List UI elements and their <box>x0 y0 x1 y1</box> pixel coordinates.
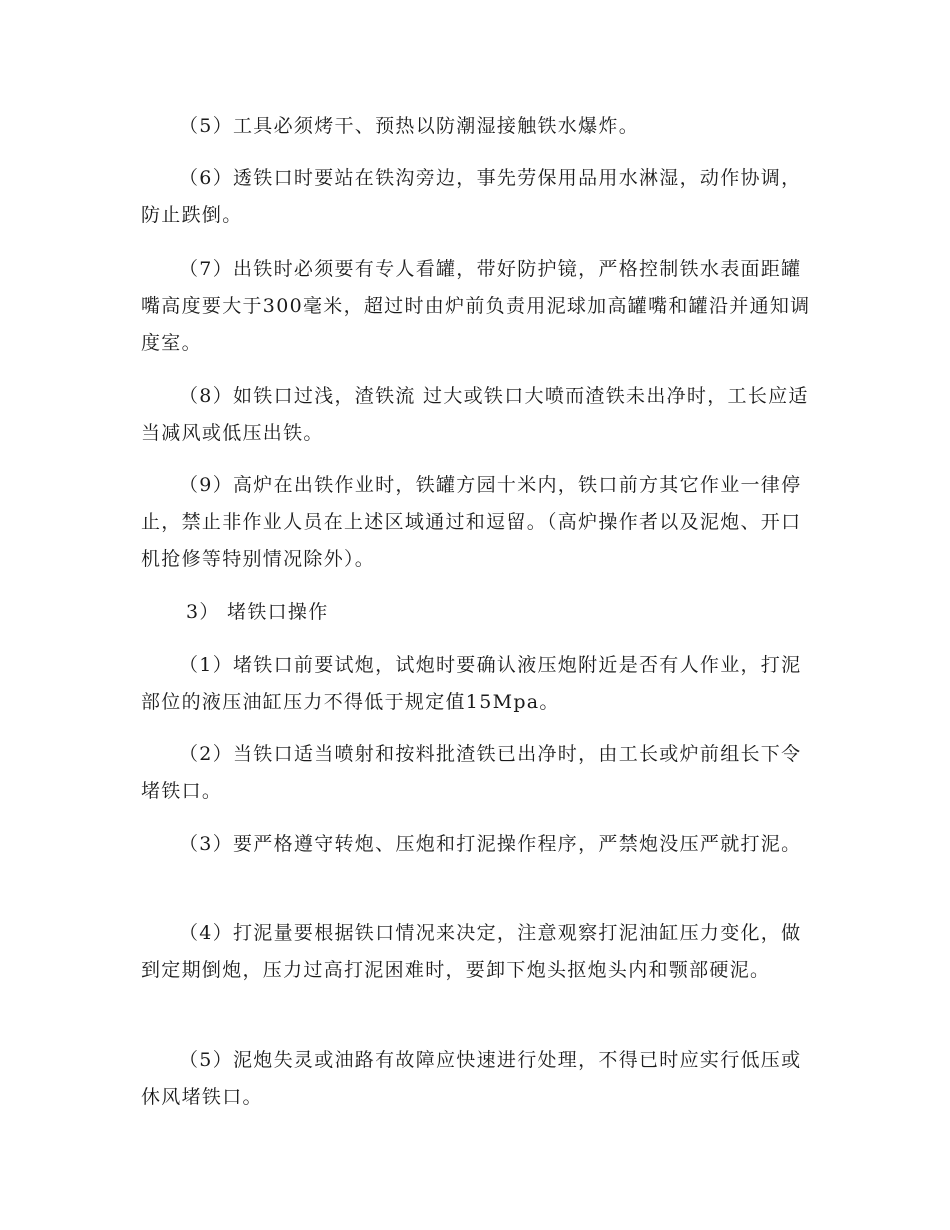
paragraph-casting-safety-zone: （9）高炉在出铁作业时，铁罐方园十米内，铁口前方其它作业一律停止，禁止非作业人员在上述区域通过和逗留。（高炉操作者以及泥炮、开口机抢修等特别情况除外）。 <box>141 474 802 570</box>
section-heading-plugging: 3） 堵铁口操作 <box>186 601 329 623</box>
paragraph-tap-hole-opening: （6）透铁口时要站在铁沟旁边，事先劳保用品用水淋湿，动作协调，防止跌倒。 <box>141 167 802 226</box>
paragraph-shallow-tap-hole: （8）如铁口过浅，渣铁流 过大或铁口大喷而渣铁未出净时，工长应适当减风或低压出铁。 <box>141 385 809 444</box>
paragraph-mud-quantity: （4）打泥量要根据铁口情况来决定，注意观察打泥油缸压力变化，做到定期倒炮，压力过高打泥困难时，要卸下炮头抠炮头内和颚部硬泥。 <box>141 922 802 981</box>
paragraph-operation-sequence: （3）要严格遵守转炮、压炮和打泥操作程序，严禁炮没压严就打泥。 <box>179 833 802 855</box>
paragraph-mud-gun-failure: （5）泥炮失灵或油路有故障应快速进行处理，不得已时应实行低压或休风堵铁口。 <box>141 1049 802 1108</box>
paragraph-tool-drying: （5）工具必须烤干、预热以防潮湿接触铁水爆炸。 <box>179 115 639 137</box>
paragraph-plug-order: （2）当铁口适当喷射和按料批渣铁已出净时，由工长或炉前组长下令堵铁口。 <box>141 743 802 802</box>
paragraph-test-mud-gun: （1）堵铁口前要试炮，试炮时要确认液压炮附近是否有人作业，打泥部位的液压油缸压力不得低于规定值15Mpa。 <box>141 654 802 713</box>
paragraph-ladle-watch: （7）出铁时必须要有专人看罐，带好防护镜，严格控制铁水表面距罐嘴高度要大于300毫米，超过时由炉前负责用泥球加高罐嘴和罐沿并通知调度室。 <box>141 258 811 354</box>
